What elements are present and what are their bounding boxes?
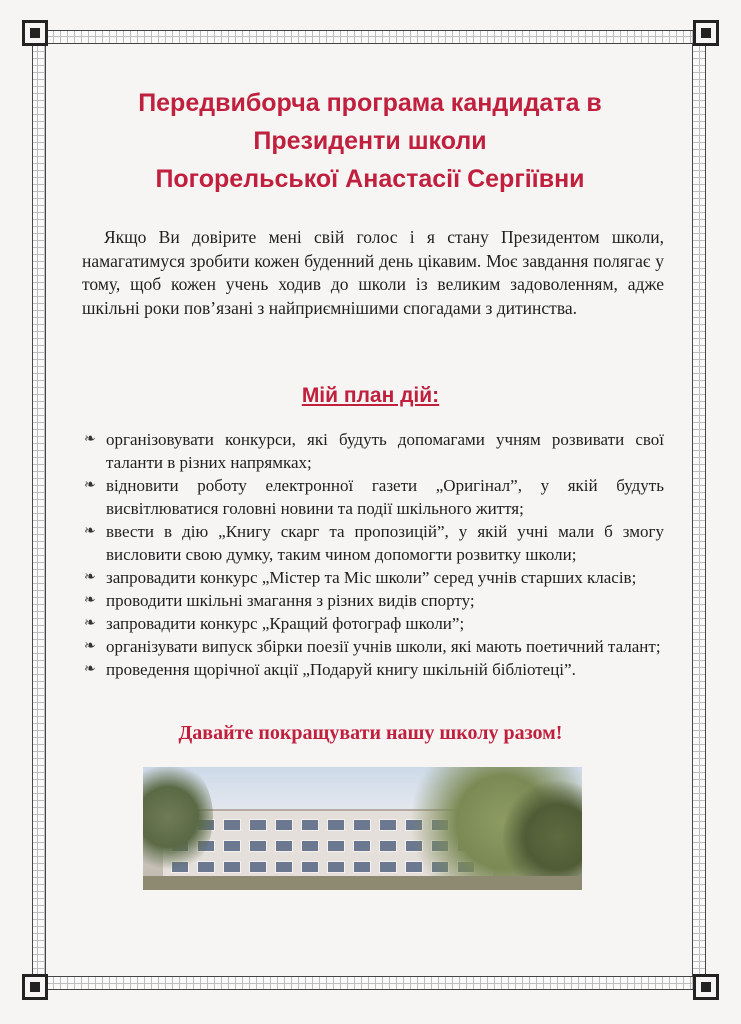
window-image — [353, 861, 371, 873]
window-image — [379, 861, 397, 873]
title-line: Передвиборча програма кандидата в — [138, 89, 602, 117]
leaf-bullet-icon: ❧ — [84, 616, 96, 631]
window-image — [223, 840, 241, 852]
list-item: ❧ проведення щорічної акції „Подаруй книгу шкільній бібліотеці”. — [84, 660, 576, 679]
window-image — [275, 840, 293, 852]
title-line: Погорельської Анастасії Сергіївни — [155, 165, 585, 193]
leaf-bullet-icon: ❧ — [84, 432, 96, 447]
list-item: ❧ відновити роботу електронної газети „Оригінал”, у якій будуть висвітлюватися головні новини та події шкільного життя; — [84, 476, 664, 518]
corner-ornament — [22, 20, 48, 46]
corner-ornament — [22, 974, 48, 1000]
leaf-bullet-icon: ❧ — [84, 662, 96, 677]
window-image — [353, 840, 371, 852]
list-item: ❧ організовувати конкурси, які будуть допомагами учням розвивати свої таланти в різних напрямках; — [84, 430, 664, 472]
list-item: ❧ запровадити конкурс „Містер та Міс школи” серед учнів старших класів; — [84, 568, 637, 587]
list-item: ❧ організувати випуск збірки поезії учнів школи, які мають поетичний талант; — [84, 637, 661, 656]
window-image — [327, 861, 345, 873]
window-image — [249, 861, 267, 873]
plan-list — [84, 428, 664, 681]
list-item: ❧ ввести в дію „Книгу скарг та пропозицій”, у якій учні мали б змогу висловити свою думку, таким чином допомогти розвитку школи; — [84, 522, 664, 564]
window-image — [223, 861, 241, 873]
window-image — [223, 819, 241, 831]
slogan: Давайте покращувати нашу школу разом! — [178, 722, 563, 744]
leaf-bullet-icon: ❧ — [84, 639, 96, 654]
window-image — [301, 819, 319, 831]
window-image — [275, 861, 293, 873]
window-image — [249, 840, 267, 852]
leaf-bullet-icon: ❧ — [84, 593, 96, 608]
title-line: Президенти школи — [253, 127, 487, 155]
window-image — [301, 861, 319, 873]
window-image — [327, 819, 345, 831]
corner-ornament — [693, 974, 719, 1000]
leaf-bullet-icon: ❧ — [84, 524, 96, 539]
window-image — [379, 840, 397, 852]
window-image — [301, 840, 319, 852]
leaf-bullet-icon: ❧ — [84, 570, 96, 585]
window-image — [197, 861, 215, 873]
leaf-bullet-icon: ❧ — [84, 478, 96, 493]
window-image — [353, 819, 371, 831]
list-item: ❧ проводити шкільні змагання з різних видів спорту; — [84, 591, 475, 610]
document-title — [60, 84, 680, 198]
corner-ornament — [693, 20, 719, 46]
plan-heading: Мій план дій: — [301, 384, 440, 407]
ground — [143, 876, 582, 890]
window-image — [249, 819, 267, 831]
intro-paragraph: Якщо Ви довірите мені свій голос і я стану Президентом школи, намагатимуся зробити кожен буденний день цікавим. Моє завдання полягає у тому, щоб кожен учень ходив до школи із великим задоволенням, адже шкільні роки пов’язані з найприємнішими спогадами з дитинства. — [82, 227, 664, 318]
school-photo — [143, 767, 582, 890]
window-image — [275, 819, 293, 831]
window-image — [327, 840, 345, 852]
list-item: ❧ запровадити конкурс „Кращий фотограф школи”; — [84, 614, 465, 633]
